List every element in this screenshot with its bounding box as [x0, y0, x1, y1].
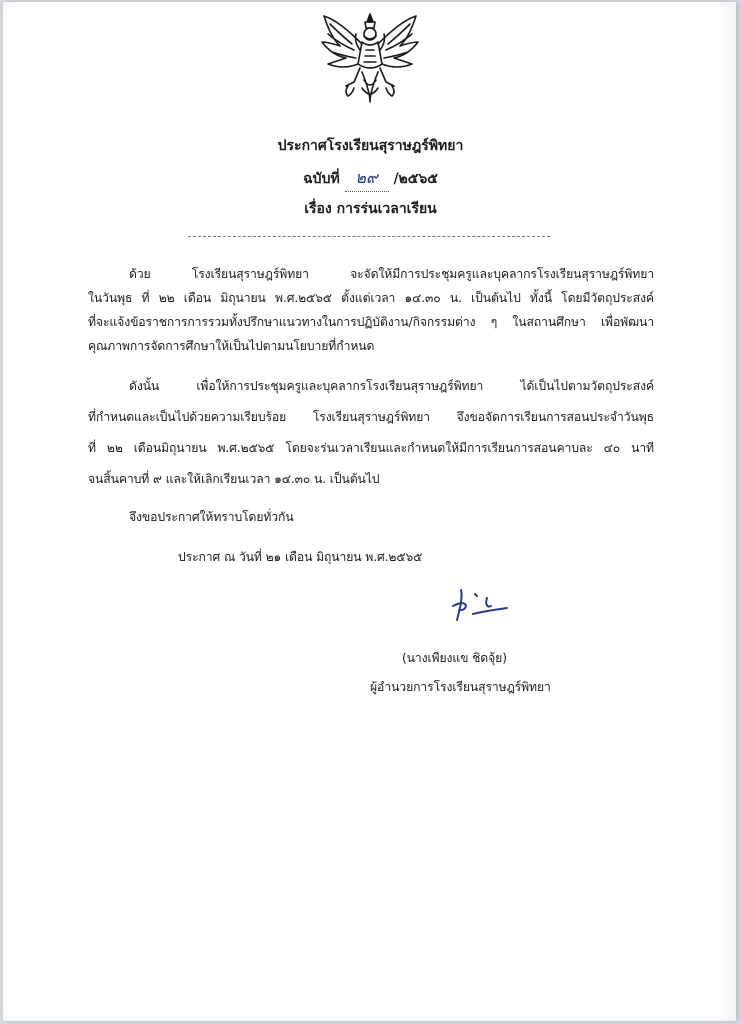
divider-line	[188, 236, 550, 237]
paragraph-1-line-2: ในวันพุธ ที่ ๒๒ เดือน มิถุนายน พ.ศ.๒๕๖๕ ตั้งแต่เวลา ๑๔.๓๐ น. เป็นต้นไป ทั้งนี้ โดยมีวัตถุประสงค์	[88, 291, 654, 305]
closing-statement: จึงขอประกาศให้ทราบโดยทั่วกัน	[129, 510, 294, 524]
announcement-subject: เรื่อง การร่นเวลาเรียน	[304, 201, 437, 217]
paragraph-2-line-2: ที่กำหนดและเป็นไปด้วยความเรียบร้อย โรงเรียนสุราษฎร์พิทยา จึงขอจัดการเรียนการสอนประจำวันพุธ	[88, 410, 654, 424]
announcement-number	[0, 166, 741, 192]
paragraph-2-line-1: ดังนั้น เพื่อให้การประชุมครูและบุคลากรโรงเรียนสุราษฎร์พิทยา ได้เป็นไปตามวัตถุประสงค์	[129, 379, 654, 393]
garuda-emblem-icon	[318, 10, 422, 110]
paragraph-2-line-3: ที่ ๒๒ เดือนมิถุนายน พ.ศ.๒๕๖๕ โดยจะร่นเวลาเรียนและกำหนดให้มีการเรียนการสอนคาบละ ๔๐ นาที	[88, 441, 654, 455]
paragraph-2-line-4: จนสิ้นคาบที่ ๙ และให้เลิกเรียนเวลา ๑๔.๓๐ น. เป็นต้นไป	[88, 472, 380, 486]
number-suffix: /๒๕๖๕	[393, 171, 438, 187]
paragraph-1-line-4: คุณภาพการจัดการศึกษาให้เป็นไปตามนโยบายที่กำหนด	[88, 339, 375, 353]
handwritten-signature	[447, 584, 517, 626]
signatory-position: ผู้อำนวยการโรงเรียนสุราษฎร์พิทยา	[370, 680, 551, 694]
number-prefix: ฉบับที่	[303, 171, 340, 187]
announcement-title: ประกาศโรงเรียนสุราษฎร์พิทยา	[277, 138, 464, 154]
signatory-name: (นางเพียงแข ชิดจุ้ย)	[402, 651, 507, 665]
paragraph-1-line-3: ที่จะแจ้งข้อราชการการรวมทั้งปรึกษาแนวทางในการปฏิบัติงาน/กิจกรรมต่าง ๆ ในสถานศึกษา เพื่อพัฒนา	[88, 315, 654, 329]
handwritten-number: ๒๙	[345, 166, 389, 192]
announcement-date: ประกาศ ณ วันที่ ๒๑ เดือน มิถุนายน พ.ศ.๒๕๖๕	[178, 550, 423, 564]
paragraph-1-line-1: ด้วย โรงเรียนสุราษฎร์พิทยา จะจัดให้มีการประชุมครูและบุคลากรโรงเรียนสุราษฎร์พิทยา	[129, 267, 654, 281]
